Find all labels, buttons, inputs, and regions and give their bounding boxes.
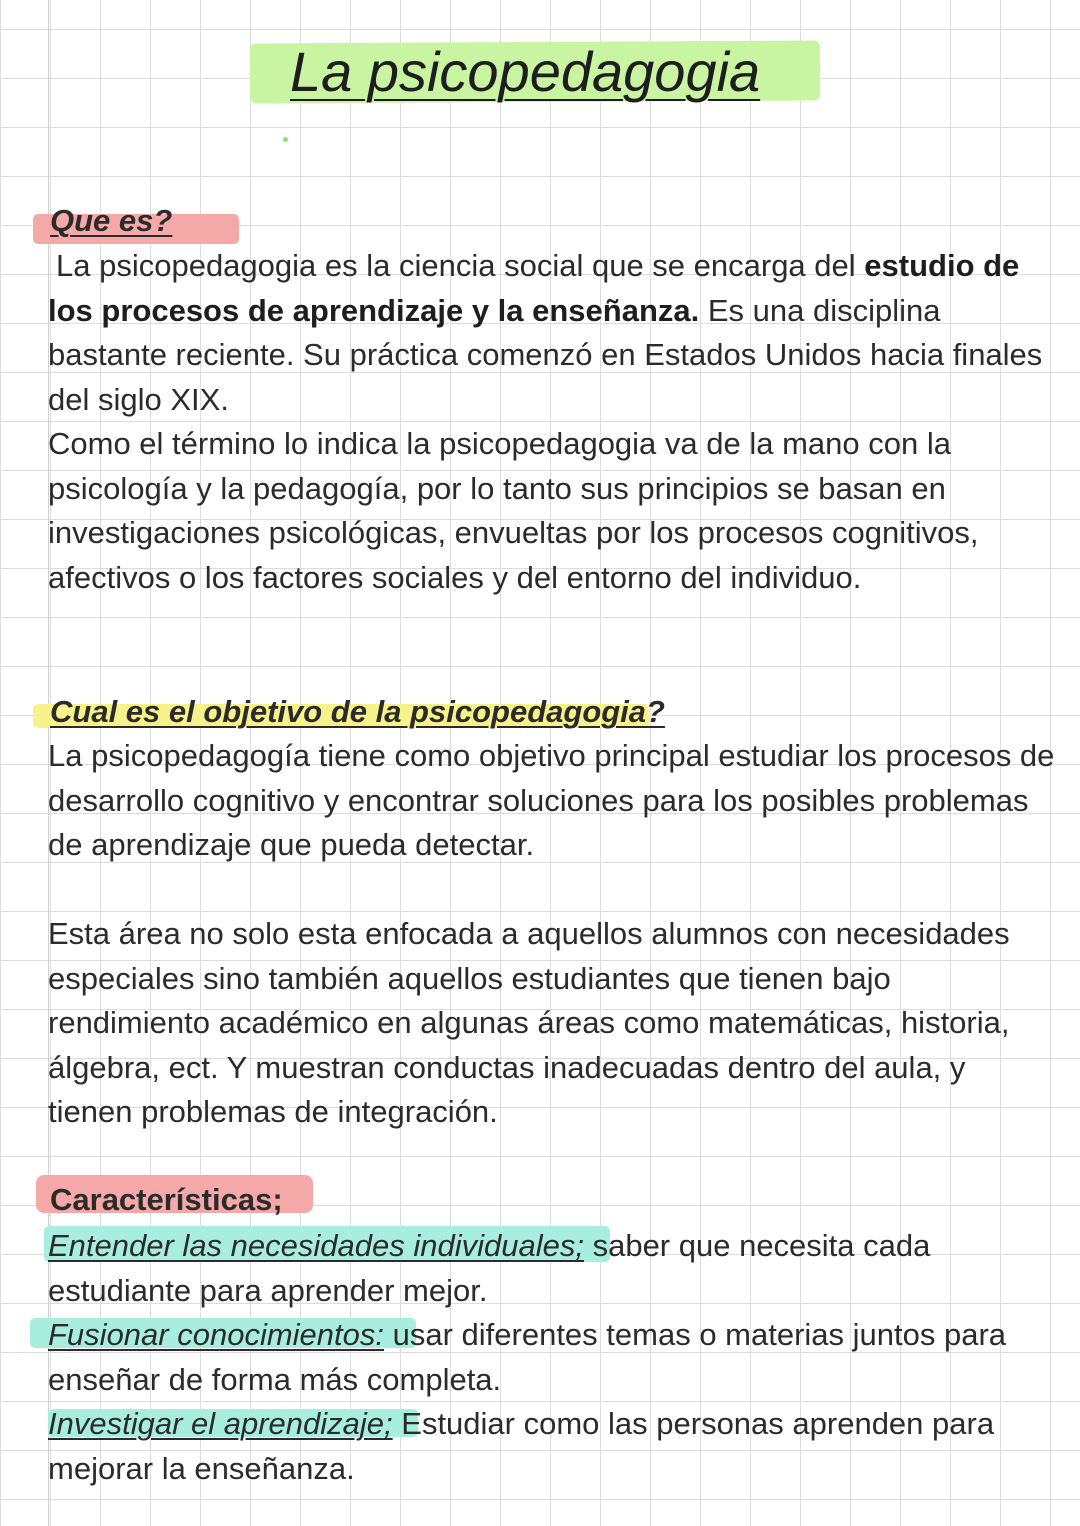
section-heading-caracteristicas: Características; <box>50 1182 283 1217</box>
page-title: La psicopedagogia <box>290 40 761 103</box>
section-heading-que-es: Que es? <box>50 203 173 238</box>
section-heading-objetivo: Cual es el objetivo de la psicopedagogia? <box>50 694 665 729</box>
characteristic-term-1: Entender las necesidades individuales; <box>48 1228 584 1263</box>
section1-text-b: Es una disciplina bastante reciente. Su práctica comenzó en Estados Unidos hacia finales del siglo XIX. <box>48 292 1043 417</box>
ink-dot <box>283 137 288 142</box>
section1-text-a: La psicopedagogia es la ciencia social que se encarga del <box>56 248 865 283</box>
characteristic-item-2 <box>48 1313 1058 1402</box>
section2-paragraph-1: La psicopedagogía tiene como objetivo principal estudiar los procesos de desarrollo cognitivo y encontrar soluciones para los posibles problemas de aprendizaje que pueda detectar. <box>48 738 1055 862</box>
section2-paragraph-2: Esta área no solo esta enfocada a aquellos alumnos con necesidades especiales sino también aquellos estudiantes que tienen bajo rendimiento académico en algunas áreas como matemáticas, historia, álgebra, ect. Y muestran conductas inadecuadas dentro del aula, y tienen problemas de integración. <box>48 916 1010 1129</box>
characteristic-text-2: usar diferentes temas o materias juntos para enseñar de forma más completa. <box>48 1317 1007 1397</box>
section1-paragraph-2: Como el término lo indica la psicopedagogia va de la mano con la psicología y la pedagogía, por lo tanto sus principios se basan en investigaciones psicológicas, envueltas por los procesos cognitivos, afectivos o los factores sociales y del entorno del individuo. <box>48 426 979 595</box>
section1-paragraph-1 <box>48 244 1058 422</box>
characteristic-term-2: Fusionar conocimientos: <box>48 1317 384 1352</box>
title-block <box>250 38 822 106</box>
characteristic-text-3: Estudiar como las personas aprenden para mejorar la enseñanza. <box>48 1406 995 1486</box>
characteristic-term-3: Investigar el aprendizaje; <box>48 1406 393 1441</box>
characteristic-item-3 <box>48 1402 1058 1491</box>
section1-bold-text: estudio de los procesos de aprendizaje y la enseñanza. <box>48 248 1020 328</box>
characteristic-text-1: saber que necesita cada estudiante para aprender mejor. <box>48 1228 931 1308</box>
characteristic-item-1 <box>48 1224 1058 1313</box>
